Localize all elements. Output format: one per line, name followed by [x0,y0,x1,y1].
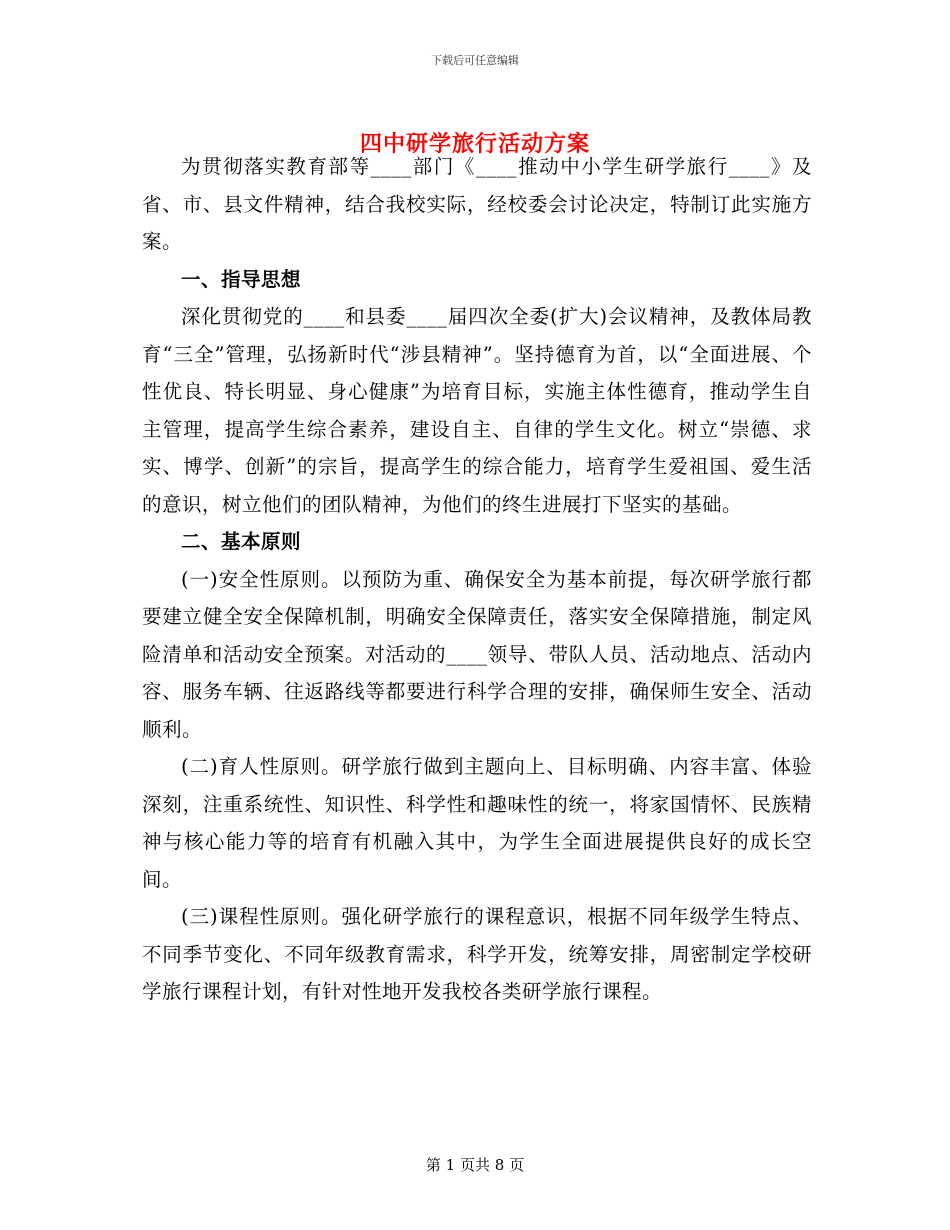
document-body [142,148,812,1011]
page-number: 第 1 页共 8 页 [425,1156,525,1174]
intro-paragraph: 为贯彻落实教育部等____部门《____推动中小学生研学旅行____》及省、市、县文件精神，结合我校实际，经校委会讨论决定，特制订此实施方案。 [142,155,812,253]
section-heading-guiding-ideology: 一、指导思想 [181,267,302,291]
section-heading-basic-principles: 二、基本原则 [181,530,302,553]
header-note: 下载后可任意编辑 [431,54,519,67]
curriculum-principle-paragraph: (三)课程性原则。强化研学旅行的课程意识，根据不同年级学生特点、不同季节变化、不同年级教育需求，科学开发，统筹安排，周密制定学校研学旅行课程计划，有针对性地开发我校各类研学旅行课程。 [142,905,812,1003]
guiding-ideology-paragraph: 深化贯彻党的____和县委____届四次全委(扩大)会议精神，及教体局教育“三全”管理，弘扬新时代“涉县精神”。坚持德育为首，以“全面进展、个性优良、特长明显、身心健康”为培育目标，实施主体性德育，推动学生自主管理，提高学生综合素养，建设自主、自律的学生文化。树立“崇德、求实、博学、创新”的宗旨，提高学生的综合能力，培育学生爱祖国、爱生活的意识，树立他们的团队精神，为他们的终生进展打下坚实的基础。 [142,305,812,516]
safety-principle-paragraph: (一)安全性原则。以预防为重、确保安全为基本前提，每次研学旅行都要建立健全安全保障机制，明确安全保障责任，落实安全保障措施，制定风险清单和活动安全预案。对活动的____领导、带队人员、活动地点、活动内容、服务车辆、往返路线等都要进行科学合理的安排，确保师生安全、活动顺利。 [142,567,812,741]
education-principle-paragraph: (二)育人性原则。研学旅行做到主题向上、目标明确、内容丰富、体验深刻，注重系统性、知识性、科学性和趣味性的统一，将家国情怀、民族精神与核心能力等的培育有机融入其中，为学生全面进展提供良好的成长空间。 [142,755,812,891]
document-title: 四中研学旅行活动方案 [359,130,590,157]
